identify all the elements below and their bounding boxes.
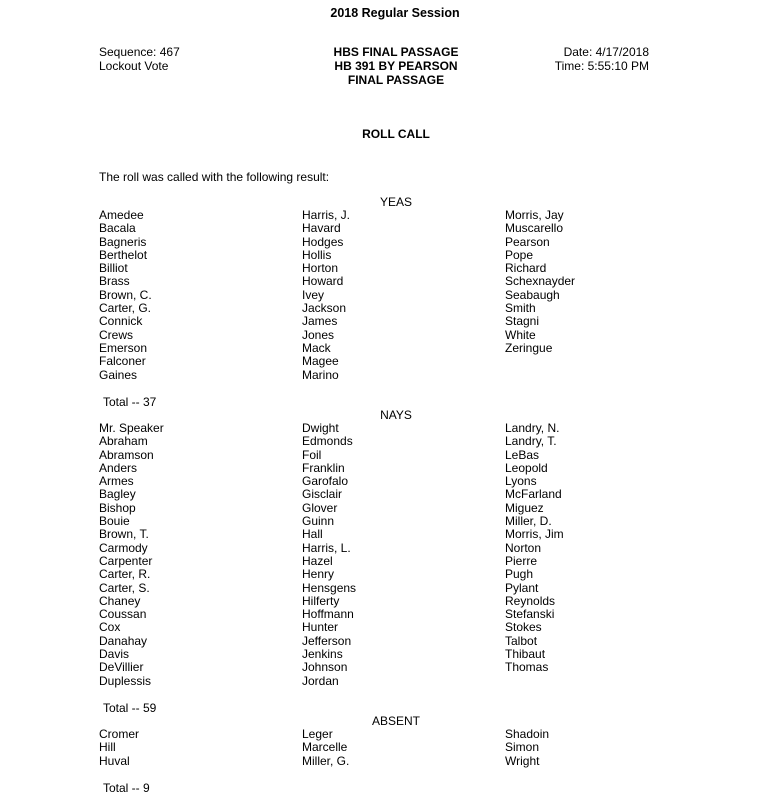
member-name: Bagley: [99, 487, 136, 502]
member-name: Glover: [302, 500, 338, 515]
member-name: Anders: [99, 460, 138, 475]
member-name: Seabaugh: [505, 287, 560, 302]
member-name: Coussan: [99, 607, 147, 622]
member-name: Harris, L.: [302, 540, 351, 555]
member-name: Mr. Speaker: [99, 421, 164, 435]
member-name: Jones: [302, 327, 335, 342]
member-name: Pope: [505, 247, 534, 262]
member-name: Crews: [99, 327, 134, 342]
member-name: Marino: [302, 367, 339, 382]
absent-column-1: [99, 728, 139, 768]
member-name: Miller, D.: [505, 514, 552, 529]
member-name: Chaney: [99, 593, 141, 608]
member-name: Hilferty: [302, 593, 340, 608]
member-name: Edmonds: [302, 434, 353, 449]
date-block: [555, 45, 649, 73]
member-name: Falconer: [99, 354, 146, 369]
member-name: Reynolds: [505, 593, 556, 608]
bill-title-block: [296, 45, 496, 87]
member-name: Simon: [505, 740, 540, 755]
member-name: Lyons: [505, 474, 537, 489]
nays-heading: NAYS: [380, 408, 412, 422]
member-name: Talbot: [505, 633, 538, 648]
member-name: Gaines: [99, 367, 138, 382]
member-name: Berthelot: [99, 247, 148, 262]
member-name: Shadoin: [505, 727, 550, 741]
absent-total: Total -- 9: [103, 781, 150, 795]
member-name: Carmody: [99, 540, 148, 555]
member-name: Muscarello: [505, 221, 564, 236]
member-name: Bishop: [99, 500, 136, 515]
nays-column-3: [505, 422, 564, 675]
member-name: Schexnayder: [505, 274, 576, 289]
member-name: Brass: [99, 274, 130, 289]
member-name: Billiot: [99, 261, 128, 276]
member-name: Miguez: [505, 500, 544, 515]
member-name: Abramson: [99, 447, 154, 462]
member-name: Foil: [302, 447, 322, 462]
roll-intro: The roll was called with the following result:: [99, 170, 330, 184]
member-name: Jenkins: [302, 647, 343, 662]
member-name: Miller, G.: [302, 753, 350, 768]
member-name: Brown, T.: [99, 527, 149, 542]
member-name: Cromer: [99, 727, 140, 741]
member-name: Dwight: [302, 421, 339, 435]
member-name: Stefanski: [505, 607, 555, 622]
sequence-block: [99, 45, 180, 73]
bill-title-line3: FINAL PASSAGE: [347, 73, 445, 87]
roll-call-title: ROLL CALL: [362, 127, 430, 141]
member-name: Pugh: [505, 567, 534, 582]
member-name: Morris, Jim: [505, 527, 564, 542]
member-name: Zeringue: [505, 340, 553, 355]
member-name: Marcelle: [302, 740, 348, 755]
vote-date: Date: 4/17/2018: [563, 45, 649, 59]
member-name: Jackson: [302, 301, 347, 316]
member-name: Armes: [99, 474, 134, 489]
yeas-heading: YEAS: [379, 195, 412, 209]
vote-time: Time: 5:55:10 PM: [554, 59, 649, 73]
member-name: White: [505, 327, 536, 342]
member-name: Hazel: [302, 553, 333, 568]
yeas-total: Total -- 37: [103, 395, 157, 409]
member-name: Hensgens: [302, 580, 357, 595]
member-name: Leger: [302, 727, 333, 741]
member-name: Carter, G.: [99, 301, 152, 316]
member-name: Bagneris: [99, 234, 147, 249]
member-name: Connick: [99, 314, 143, 329]
member-name: DeVillier: [99, 660, 144, 675]
member-name: Stagni: [505, 314, 540, 329]
member-name: Abraham: [99, 434, 148, 449]
member-name: Pearson: [505, 234, 550, 249]
member-name: Howard: [302, 274, 344, 289]
absent-column-3: [505, 728, 549, 768]
member-name: Hall: [302, 527, 323, 542]
member-name: Hill: [99, 740, 116, 755]
member-name: Wright: [505, 753, 540, 768]
member-name: Pierre: [505, 553, 538, 568]
sequence-number: Sequence: 467: [99, 45, 180, 59]
member-name: Pylant: [505, 580, 539, 595]
member-name: Cox: [99, 620, 121, 635]
member-name: Duplessis: [99, 673, 152, 688]
member-name: Havard: [302, 221, 341, 236]
member-name: Landry, N.: [505, 421, 560, 435]
member-name: Mack: [302, 340, 331, 355]
session-title: 2018 Regular Session: [330, 6, 460, 20]
member-name: Richard: [505, 261, 547, 276]
member-name: Bacala: [99, 221, 136, 236]
member-name: Landry, T.: [505, 434, 557, 449]
member-name: Gisclair: [302, 487, 343, 502]
bill-title-line2: HB 391 BY PEARSON: [334, 59, 458, 73]
absent-column-2: [302, 728, 349, 768]
member-name: James: [302, 314, 338, 329]
member-name: Franklin: [302, 460, 345, 475]
member-name: Stokes: [505, 620, 542, 635]
member-name: Morris, Jay: [505, 208, 564, 222]
nays-total: Total -- 59: [103, 701, 157, 715]
member-name: Davis: [99, 647, 130, 662]
member-name: Huval: [99, 753, 130, 768]
member-name: Carter, S.: [99, 580, 150, 595]
member-name: Magee: [302, 354, 339, 369]
nays-column-2: [302, 422, 356, 688]
member-name: Leopold: [505, 460, 548, 475]
absent-heading: ABSENT: [371, 714, 420, 728]
member-name: Johnson: [302, 660, 348, 675]
member-name: Hodges: [302, 234, 344, 249]
member-name: Danahay: [99, 633, 148, 648]
vote-type: Lockout Vote: [99, 59, 169, 73]
member-name: Guinn: [302, 514, 335, 529]
member-name: Harris, J.: [302, 208, 350, 222]
member-name: Norton: [505, 540, 542, 555]
member-name: Hoffmann: [302, 607, 354, 622]
nays-column-1: [99, 422, 164, 688]
member-name: Jordan: [302, 673, 339, 688]
member-name: Horton: [302, 261, 339, 276]
member-name: Garofalo: [302, 474, 349, 489]
member-name: Hunter: [302, 620, 339, 635]
yeas-column-1: [99, 209, 152, 382]
member-name: Carpenter: [99, 553, 153, 568]
member-name: Thibaut: [505, 647, 546, 662]
member-name: Ivey: [302, 287, 325, 302]
member-name: Carter, R.: [99, 567, 151, 582]
member-name: Brown, C.: [99, 287, 152, 302]
member-name: Amedee: [99, 208, 144, 222]
bill-title-line1: HBS FINAL PASSAGE: [333, 45, 459, 59]
member-name: McFarland: [505, 487, 562, 502]
member-name: Emerson: [99, 340, 148, 355]
member-name: Thomas: [505, 660, 549, 675]
yeas-column-2: [302, 209, 350, 382]
member-name: Hollis: [302, 247, 332, 262]
member-name: Henry: [302, 567, 335, 582]
member-name: Smith: [505, 301, 536, 316]
yeas-column-3: [505, 209, 575, 355]
member-name: Bouie: [99, 514, 130, 529]
member-name: Jefferson: [302, 633, 352, 648]
member-name: LeBas: [505, 447, 540, 462]
